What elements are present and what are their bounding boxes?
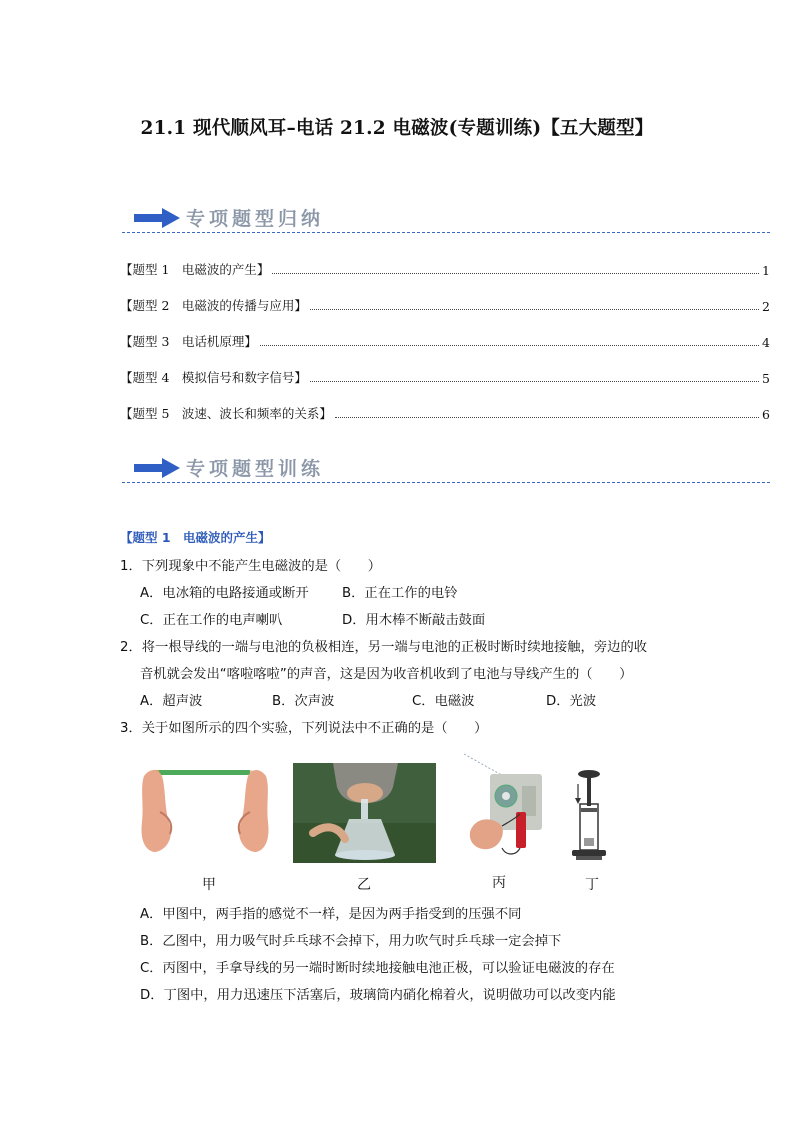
toc-item-label: 【题型 5 波速、波长和频率的关系】 — [120, 406, 332, 421]
question-1-option-d[interactable]: D．用木棒不断敲击鼓面 — [342, 613, 486, 628]
toc-leader — [260, 345, 759, 346]
toc-item[interactable] — [120, 368, 770, 386]
figure-caption-yi: 乙 — [357, 877, 371, 893]
dashed-divider — [122, 232, 770, 233]
figure-bing-radio-battery — [462, 752, 554, 862]
question-2-stem-line2: 音机就会发出“喀啦喀啦”的声音，这是因为收音机收到了电池与导线产生的（ ） — [140, 667, 633, 682]
question-3-option-b[interactable]: B．乙图中，用力吸气时乒乓球不会掉下，用力吹气时乒乓球一定会掉下 — [140, 934, 562, 949]
question-1-stem: 1．下列现象中不能产生电磁波的是（ ） — [120, 559, 382, 574]
question-1-option-b[interactable]: B．正在工作的电铃 — [342, 586, 458, 601]
toc-leader — [335, 417, 759, 418]
arrow-right-icon — [134, 458, 180, 478]
question-type-heading: 【题型 1 电磁波的产生】 — [120, 530, 271, 545]
page-title: 21.1 现代顺风耳–电话 21.2 电磁波(专题训练)【五大题型】 — [140, 118, 654, 139]
toc-item-label: 【题型 3 电话机原理】 — [120, 334, 257, 349]
toc-page-number: 4 — [762, 335, 770, 350]
figure-caption-jia: 甲 — [202, 877, 216, 893]
question-2-option-b[interactable]: B．次声波 — [272, 694, 335, 709]
toc-item[interactable] — [120, 260, 770, 278]
toc-page-number: 5 — [762, 371, 770, 386]
toc-leader — [272, 273, 759, 274]
figure-ding-piston-cylinder — [566, 768, 612, 864]
toc-page-number: 1 — [762, 263, 770, 278]
section-header-training — [122, 450, 770, 490]
section-header-summary — [122, 200, 770, 240]
section-label: 专项题型归纳 — [186, 208, 325, 230]
figure-caption-ding: 丁 — [585, 877, 599, 893]
question-3-option-c[interactable]: C．丙图中，手拿导线的另一端时断时续地接触电池正极，可以验证电磁波的存在 — [140, 961, 615, 976]
dashed-divider — [122, 482, 770, 483]
question-2-option-c[interactable]: C．电磁波 — [412, 694, 475, 709]
question-3-option-d[interactable]: D．丁图中，用力迅速压下活塞后，玻璃筒内硝化棉着火，说明做功可以改变内能 — [140, 988, 616, 1003]
question-3-option-a[interactable]: A．甲图中，两手指的感觉不一样，是因为两手指受到的压强不同 — [140, 907, 522, 922]
figure-yi-funnel-blowing — [293, 763, 436, 863]
toc-item-label: 【题型 2 电磁波的传播与应用】 — [120, 298, 307, 313]
toc-item[interactable] — [120, 296, 770, 314]
question-2-option-a[interactable]: A．超声波 — [140, 694, 203, 709]
figure-jia-pencil-hands — [140, 760, 272, 860]
question-3-stem: 3．关于如图所示的四个实验，下列说法中不正确的是（ ） — [120, 721, 488, 736]
toc-item[interactable] — [120, 404, 770, 422]
question-2-option-d[interactable]: D．光波 — [546, 694, 597, 709]
section-label: 专项题型训练 — [186, 458, 325, 480]
arrow-right-icon — [134, 208, 180, 228]
toc-item-label: 【题型 4 模拟信号和数字信号】 — [120, 370, 307, 385]
toc-item-label: 【题型 1 电磁波的产生】 — [120, 262, 270, 277]
question-2-stem-line1: 2．将一根导线的一端与电池的负极相连，另一端与电池的正极时断时续地接触，旁边的收 — [120, 640, 648, 655]
toc-item[interactable] — [120, 332, 770, 350]
toc-leader — [310, 309, 759, 310]
question-1-option-c[interactable]: C．正在工作的电声喇叭 — [140, 613, 283, 628]
toc-page-number: 6 — [762, 407, 770, 422]
question-1-option-a[interactable]: A．电冰箱的电路接通或断开 — [140, 586, 309, 601]
toc-page-number: 2 — [762, 299, 770, 314]
toc-leader — [310, 381, 759, 382]
figure-caption-bing: 丙 — [492, 875, 506, 891]
